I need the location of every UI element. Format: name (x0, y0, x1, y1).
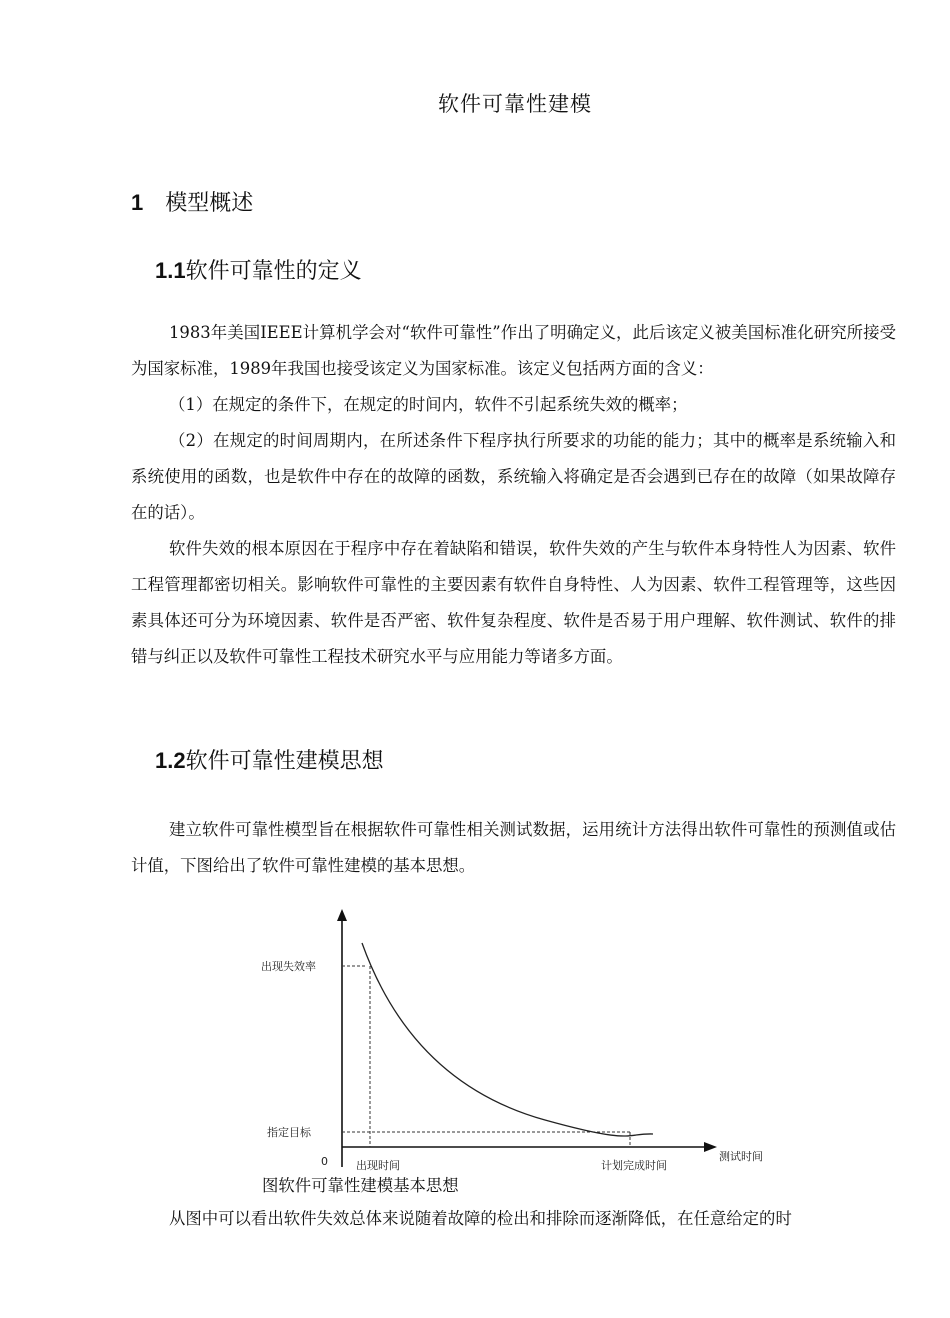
section-title: 模型概述 (165, 191, 254, 216)
section-1-2-body (131, 812, 896, 884)
section-number: 1.2 (155, 748, 186, 773)
failure-rate-curve (362, 943, 653, 1136)
y-label-bottom: 指定目标 (267, 1126, 311, 1139)
figure-caption: 图软件可靠性建模基本思想 (262, 1176, 459, 1195)
trailing-paragraph (131, 1201, 896, 1237)
section-number: 1.1 (155, 258, 186, 283)
document-title: 软件可靠性建模 (438, 92, 592, 116)
x-axis-title: 测试时间 (719, 1150, 763, 1163)
reliability-chart (255, 905, 775, 1175)
x-label-end: 计划完成时间 (601, 1159, 667, 1172)
y-label-top: 出现失效率 (261, 960, 316, 973)
paragraph: 建立软件可靠性模型旨在根据软件可靠性相关测试数据，运用统计方法得出软件可靠性的预测值或估计值，下图给出了软件可靠性建模的基本思想。 (131, 820, 896, 875)
x-axis-arrow (704, 1142, 717, 1152)
section-1-1-heading (155, 254, 362, 285)
section-title: 软件可靠性的定义 (185, 259, 362, 284)
list-item: （2）在规定的时间周期内，在所述条件下程序执行所要求的功能的能力；其中的概率是系统输入和系统使用的函数，也是软件中存在的故障的函数，系统输入将确定是否会遇到已存在的故障（如果故障存在的话）。 (131, 431, 896, 522)
section-title: 软件可靠性建模思想 (185, 749, 384, 774)
paragraph: 从图中可以看出软件失效总体来说随着故障的检出和排除而逐渐降低，在任意给定的时 (169, 1209, 792, 1228)
paragraph: 1983年美国IEEE计算机学会对“软件可靠性”作出了明确定义，此后该定义被美国标准化研究所接受为国家标准，1989年我国也接受该定义为国家标准。该定义包括两方面的含义： (131, 323, 896, 378)
section-1-2-heading (155, 744, 384, 775)
origin-label: 0 (321, 1155, 328, 1168)
x-label-start: 出现时间 (356, 1159, 400, 1172)
section-1-heading (131, 186, 253, 217)
section-number: 1 (131, 190, 144, 215)
paragraph: 软件失效的根本原因在于程序中存在着缺陷和错误，软件失效的产生与软件本身特性人为因素、软件工程管理都密切相关。影响软件可靠性的主要因素有软件自身特性、人为因素、软件工程管理等，这些因素具体还可分为环境因素、软件是否严密、软件复杂程度、软件是否易于用户理解、软件测试、软件的排错与纠正以及软件可靠性工程技术研究水平与应用能力等诸多方面。 (131, 539, 896, 666)
section-1-1-body (131, 315, 896, 675)
y-axis-arrow (337, 909, 347, 921)
list-item: （1）在规定的条件下，在规定的时间内，软件不引起系统失效的概率； (169, 395, 688, 414)
